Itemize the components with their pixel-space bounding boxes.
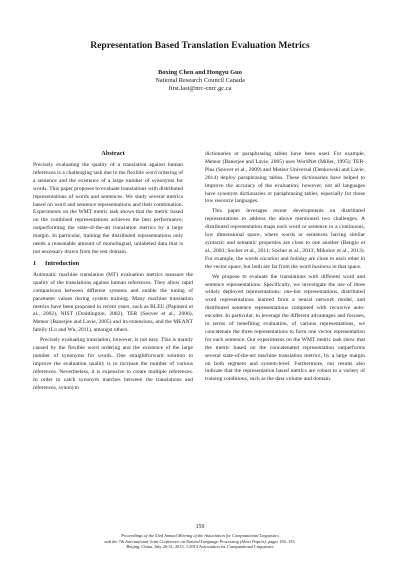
intro-paragraph-1: Automatic machine translation (MT) evaluation metrics measure the quality of the translations against human references. They allow rapid comparisons between different systems and enable the tuning of parameter values during system training. Many machine translation metrics have been proposed in recent years, such as BLEU (Papineni et al., 2002), NIST (Doddington, 2002), TER (Snover et al., 2006), Meteor (Banerjee and Lavie, 2005) and its extensions, and the MEANT family (Lo and Wu, 2011), amongst others.	[33, 271, 193, 334]
proceedings-title: Proceedings of the 53rd Annual Meeting of the Association for Computational Linguistics	[121, 533, 279, 538]
proceedings-line-3: Beijing, China, July 26-31, 2015. ©2015 Association for Computational Linguistics	[126, 544, 274, 549]
right-paragraph-2	[205, 208, 365, 271]
term-holiday: holiday	[290, 255, 307, 262]
section-number: 1	[33, 259, 37, 267]
paper-title: Representation Based Translation Evaluation Metrics	[90, 40, 310, 51]
term-business: business	[312, 263, 331, 270]
page-footer	[0, 524, 400, 550]
right-column	[205, 151, 365, 386]
page-range: , pages 150–155,	[265, 538, 296, 544]
text-run: are close to each other in the vector space, but both are far from the word	[205, 255, 365, 270]
text-run: This paper leverages recent developments on distributed representations to address the above mentioned two challenges. A distributed representation maps each word or sentence to a continuous, low dimensional space, where words or sentences having similar syntactic and semantic properties are close to one another (Bengio et al., 2003; Socher et al., 2011; Socher et al., 2013; Mikolov et al., 2013). For example, the words	[205, 208, 365, 262]
section-title: Introduction	[45, 259, 80, 267]
email: first.last@nrc-cnrc.gc.ca	[168, 84, 232, 92]
text-run: in that space.	[330, 263, 362, 270]
intro-paragraph-2: Precisely evaluating translation, however, is not easy. This is mainly caused by the flexible word ordering and the existence of the large number of synonyms for words. One straightforward solution to improve the evaluation quality is to increase the number of various references. Nevertheless, it is expensive to create multiple references. In order to catch synonym matches between the translations and references, synonym	[33, 337, 193, 391]
right-paragraph-1: dictionaries or paraphrasing tables have been used. For example, Meteor (Banerjee and Lavie, 2005) uses WordNet (Miller, 1995); TER-Plus (Snover et al., 2009) and Meteor Universal (Denkowski and Lavie, 2014) deploy paraphrasing tables. These dictionaries have helped to improve the accuracy of the evaluation; however, not all languages have synonym dictionaries or paraphrasing tables, especially for those low resource languages.	[205, 151, 365, 205]
text-run: and	[278, 255, 291, 262]
term-vacation: vacation	[259, 255, 279, 262]
conference-title: and the 7th International Joint Conference on Natural Language Processing (Short Papers)	[104, 538, 266, 544]
author-block	[30, 69, 370, 93]
right-paragraph-3: We propose to evaluate the translations with different word and sentence representations. Specifically, we investigate the use of three widely deployed representations: one-hot representations, distributed word representations learned from a neural network model, and distributed sentence representations computed with recursive auto-encoder. In particular, to leverage the different advantages and focuses, in terms of benefiting evaluation, of various representations, we concatenate the three representations to form one vector representation for each sentence. Our experiments on the WMT metric task show that the metric based on the concatenated representation outperforms several state-of-the-art machine translation metrics, by a large margin on both segment and system-level. Furthermore, our results also indicate that the representation based metrics are robust to a variety of training conditions, such as the data volume and domain.	[205, 273, 365, 383]
author-names: Boxing Chen and Hongyu Guo	[158, 69, 242, 76]
left-column	[33, 150, 193, 394]
affiliation: National Research Council Canada	[155, 76, 245, 84]
section-heading-introduction	[33, 260, 193, 268]
abstract-heading: Abstract	[101, 150, 125, 157]
page-number: 150	[195, 524, 205, 530]
abstract-text: Precisely evaluating the quality of a translation against human references is a challenging task due to the flexible word ordering of a sentence and the existence of a large number of synonyms for words. This paper proposes to evaluate translations with distributed representations of words and sentences. We study several metrics based on word and sentence representations and their combination. Experiments on the WMT metric task shows that the metric based on the combined representations achieves the best performance, outperforming the state-of-the-art translation metrics by a large margin. In particular, training the distributed representations only needs a reasonable amount of monolingual, unlabeled data that is not necessary drawn from the test domain.	[33, 162, 183, 255]
